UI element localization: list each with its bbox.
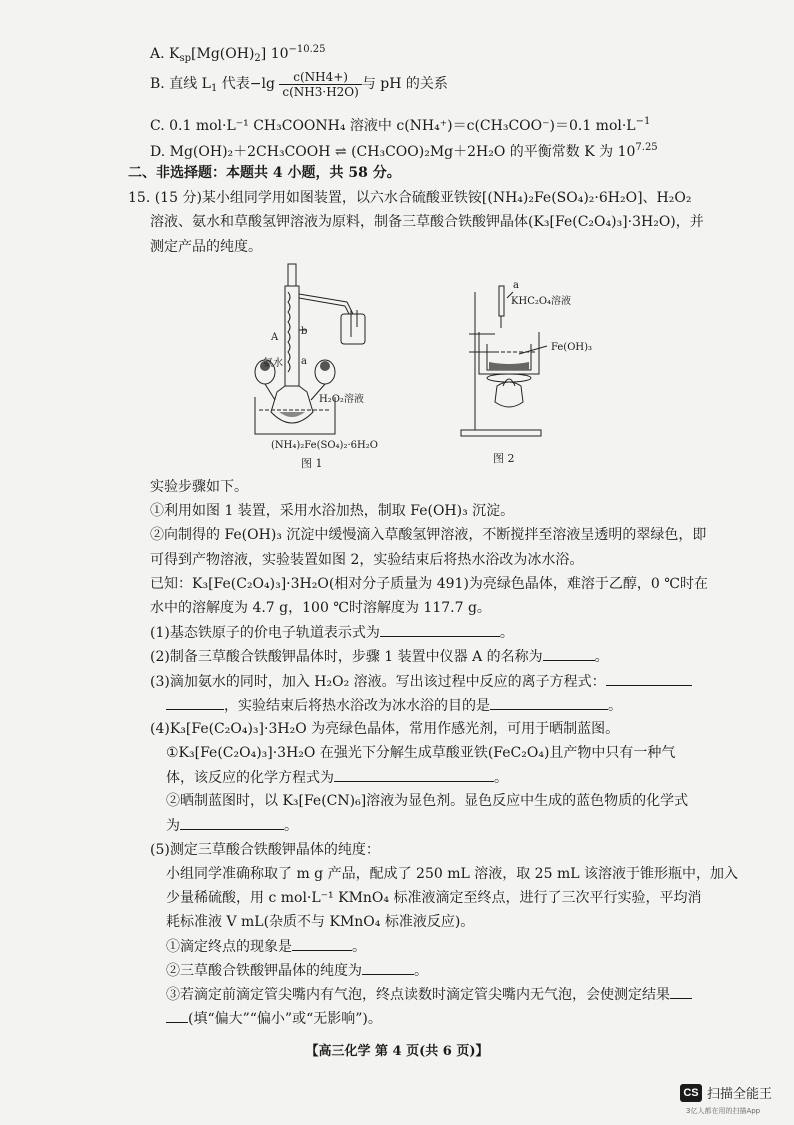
known-a: 已知：K₃[Fe(C₂O₄)₃]·3H₂O(相对分子质量为 491)为亮绿色晶体，难溶于乙醇，0 ℃时在 bbox=[150, 576, 708, 592]
answer-blank[interactable] bbox=[670, 984, 692, 999]
question-2: (2)制备三草酸合铁酸钾晶体时，步骤 1 装置中仪器 A 的名称为 。 bbox=[150, 646, 609, 667]
figure-1 bbox=[245, 262, 385, 472]
answer-blank[interactable] bbox=[166, 695, 224, 710]
answer-blank[interactable] bbox=[334, 767, 494, 782]
answer-blank[interactable] bbox=[166, 1008, 188, 1023]
camscanner-logo-icon: CS bbox=[680, 1084, 702, 1102]
label-a-fig2: a bbox=[513, 280, 519, 291]
label-h2o2: H₂O₂溶液 bbox=[319, 394, 364, 405]
question-5: (5)测定三草酸合铁酸钾晶体的纯度： bbox=[150, 842, 380, 858]
q15-line3: 测定产品的纯度。 bbox=[150, 239, 262, 255]
label-b: b bbox=[301, 326, 308, 337]
step-1: ①利用如图 1 装置，采用水浴加热，制取 Fe(OH)₃ 沉淀。 bbox=[150, 503, 515, 519]
page-footer: 【高三化学 第 4 页(共 6 页)】 bbox=[305, 1044, 489, 1059]
question-5-3a: ③若滴定前滴定管尖嘴内有气泡，终点读数时滴定管尖嘴内无气泡，会使测定结果 bbox=[166, 984, 692, 1005]
label-khc2o4: KHC₂O₄溶液 bbox=[511, 296, 572, 307]
q15-line1: 15. (15 分)某小组同学用如图装置，以六水合硫酸亚铁铵[(NH₄)₂Fe(SO₄)₂·6H₂O]、H₂O₂ bbox=[128, 190, 692, 206]
answer-blank[interactable] bbox=[606, 671, 692, 686]
q15-line2: 溶液、氨水和草酸氢钾溶液为原料，制备三草酸合铁酸钾晶体(K₃[Fe(C₂O₄)₃]·3H₂O)，并 bbox=[150, 214, 704, 230]
question-4-1b: 体，该反应的化学方程式为 。 bbox=[166, 767, 508, 788]
section-heading: 二、非选择题：本题共 4 小题，共 58 分。 bbox=[128, 165, 401, 181]
question-5c: 耗标准液 V mL(杂质不与 KMnO₄ 标准液反应)。 bbox=[166, 914, 475, 930]
question-1: (1)基态铁原子的价电子轨道表示式为 。 bbox=[150, 622, 514, 643]
question-4: (4)K₃[Fe(C₂O₄)₃]·3H₂O 为亮绿色晶体，常用作感光剂，可用于晒制蓝图。 bbox=[150, 721, 620, 737]
scanner-watermark bbox=[680, 1083, 772, 1102]
option-a: A. $K_{sp}[Mg(OH)_2]$ $10^{-10.25}$ bbox=[150, 44, 326, 64]
label-feoh3: Fe(OH)₃ bbox=[551, 342, 593, 353]
label-reagent: (NH₄)₂Fe(SO₄)₂·6H₂O bbox=[271, 440, 378, 451]
figure-2 bbox=[455, 282, 615, 472]
watermark-tagline: 3亿人都在用的扫描App bbox=[686, 1107, 761, 1115]
answer-blank[interactable] bbox=[180, 815, 284, 830]
question-5-1: ①滴定终点的现象是 。 bbox=[166, 936, 366, 957]
question-4-2b: 为 。 bbox=[166, 815, 298, 836]
step-2b: 可得到产物溶液，实验装置如图 2，实验结束后将热水浴改为冰水浴。 bbox=[150, 552, 584, 568]
option-b: B. 直线 $L_1$ 代表−lg $\frac{c(NH4+)}{c(NH3\cdot H2O)}$ 与 pH 的关系 bbox=[150, 69, 448, 99]
question-5-2: ②三草酸合铁酸钾晶体的纯度为 。 bbox=[166, 960, 428, 981]
watermark-name: 扫描全能王 bbox=[707, 1087, 773, 1102]
answer-blank[interactable] bbox=[380, 622, 500, 637]
caption-figure-1: 图 1 bbox=[301, 457, 323, 470]
answer-blank[interactable] bbox=[362, 960, 414, 975]
question-5-3b: (填“偏大”“偏小”或“无影响”)。 bbox=[166, 1008, 382, 1029]
answer-blank[interactable] bbox=[490, 695, 608, 710]
known-b: 水中的溶解度为 4.7 g，100 ℃时溶解度为 117.7 g。 bbox=[150, 600, 491, 616]
label-A: A bbox=[271, 332, 279, 343]
question-4-2a: ②晒制蓝图时，以 K₃[Fe(CN)₆]溶液为显色剂。显色反应中生成的蓝色物质的化学式 bbox=[166, 793, 689, 809]
option-c: C. 0.1 mol·L⁻¹ CH₃COONH₄ 溶液中 c(NH₄⁺)＝c(CH₃COO⁻)＝0.1 $mol\cdot L^{-1}$ bbox=[150, 116, 651, 134]
fraction: $\frac{c(NH4+)}{c(NH3\cdot H2O)}$ bbox=[279, 70, 361, 99]
question-3b: ，实验结束后将热水浴改为冰水浴的目的是 。 bbox=[166, 695, 622, 716]
answer-blank[interactable] bbox=[292, 936, 352, 951]
option-d: D. Mg(OH)₂＋2CH₃COOH ⇌ (CH₃COO)₂Mg＋2H₂O 的平衡常数 K 为 $10^{7.25}$ bbox=[150, 142, 658, 160]
caption-figure-2: 图 2 bbox=[493, 452, 515, 465]
step-2a: ②向制得的 Fe(OH)₃ 沉淀中缓慢滴入草酸氢钾溶液，不断搅拌至溶液呈透明的翠绿色，即 bbox=[150, 527, 707, 543]
question-3a: (3)滴加氨水的同时，加入 H₂O₂ 溶液。写出该过程中反应的离子方程式： bbox=[150, 671, 692, 692]
question-5b: 少量稀硫酸，用 c mol·L⁻¹ KMnO₄ 标准液滴定至终点，进行了三次平行实验，平均消 bbox=[166, 890, 702, 906]
question-4-1a: ①K₃[Fe(C₂O₄)₃]·3H₂O 在强光下分解生成草酸亚铁(FeC₂O₄)且产物中只有一种气 bbox=[166, 745, 676, 761]
label-ammonia: 氨水 bbox=[263, 358, 283, 369]
question-5a: 小组同学准确称取了 m g 产品，配成了 250 mL 溶液，取 25 mL 该溶液于锥形瓶中，加入 bbox=[166, 866, 738, 882]
label-a: a bbox=[301, 356, 307, 367]
answer-blank[interactable] bbox=[543, 646, 595, 661]
steps-intro: 实验步骤如下。 bbox=[150, 479, 248, 495]
